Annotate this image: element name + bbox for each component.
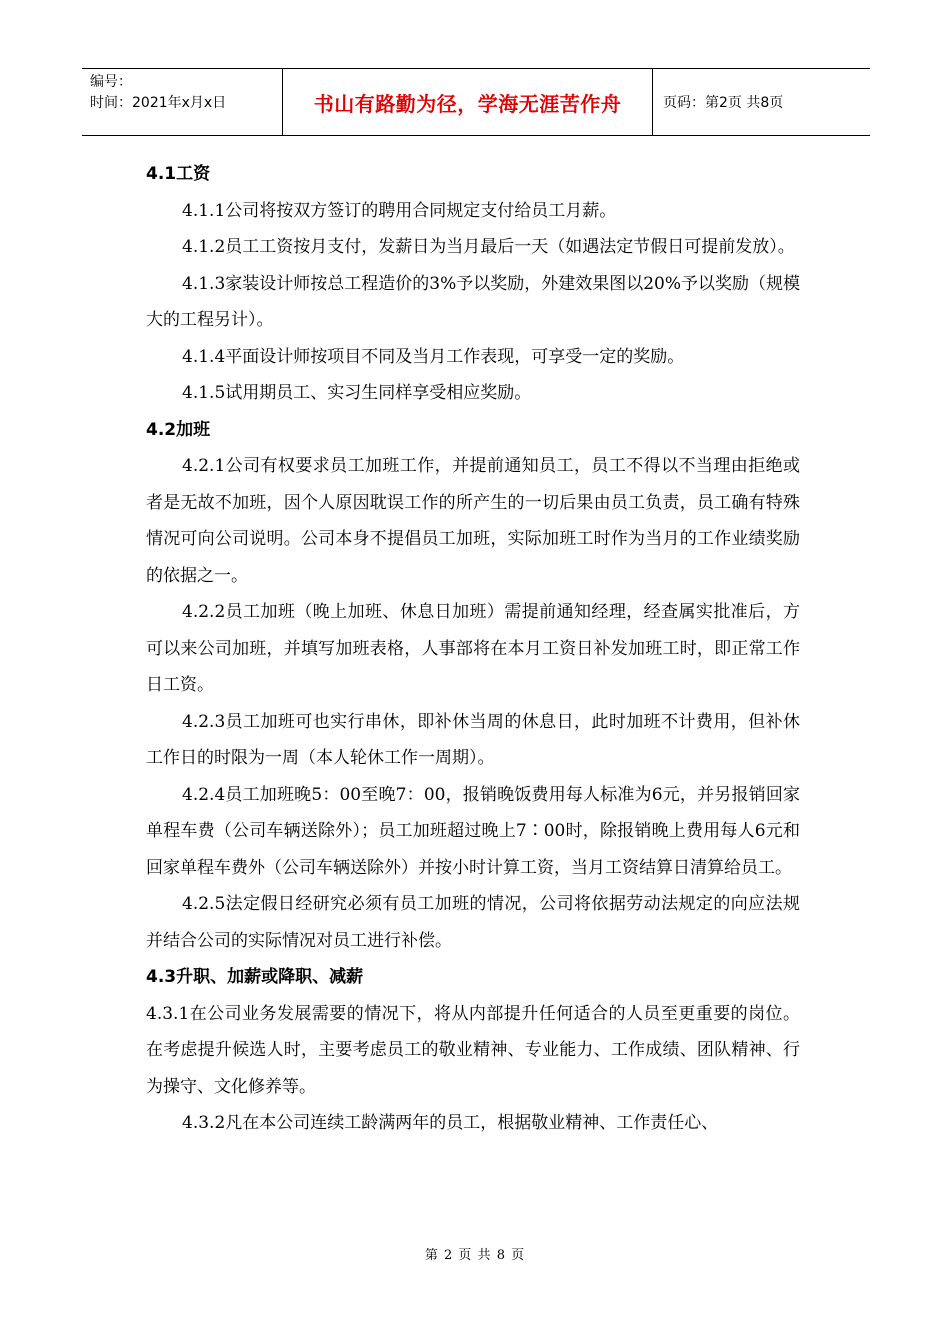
header-time-label: 时间：2021年x月x日	[90, 95, 227, 111]
paragraph: 4.1.5试用期员工、实习生同样享受相应奖励。	[182, 383, 532, 403]
paragraph: 4.1.2员工工资按月支付，发薪日为当月最后一天（如遇法定节假日可提前发放）。	[182, 237, 795, 257]
paragraph: 4.2.5法定假日经研究必须有员工加班的情况，公司将依据劳动法规定的向应法规并结合公司的实际情况对员工进行补偿。	[146, 894, 800, 951]
paragraph: 4.2.2员工加班（晚上加班、休息日加班）需提前通知经理，经查属实批准后，方可以来公司加班，并填写加班表格，人事部将在本月工资日补发加班工时，即正常工作日工资。	[146, 602, 800, 695]
paragraph: 4.1.1公司将按双方签订的聘用合同规定支付给员工月薪。	[182, 200, 617, 221]
paragraph: 4.2.1公司有权要求员工加班工作，并提前通知员工，员工不得以不当理由拒绝或者是无故不加班，因个人原因耽误工作的所产生的一切后果由员工负责，员工确有特殊情况可向公司说明。公司本身不提倡员工加班，实际加班工时作为当月的工作业绩奖励的依据之一。	[146, 456, 800, 586]
header-number-label: 编号：	[90, 74, 132, 90]
header-meta	[82, 69, 283, 135]
section-heading: 4.1工资	[146, 164, 211, 184]
section-heading: 4.3升职、加薪或降职、减薪	[146, 967, 364, 987]
page-footer: 第 2 页 共 8 页	[424, 1248, 526, 1263]
paragraph: 4.3.1在公司业务发展需要的情况下，将从内部提升任何适合的人员至更重要的岗位。在考虑提升候选人时，主要考虑员工的敬业精神、专业能力、工作成绩、团队精神、行为操守、文化修养等。	[146, 1003, 800, 1097]
header-page-info: 页码：第2页 共8页	[663, 95, 784, 111]
paragraph: 4.2.3员工加班可也实行串休，即补休当周的休息日，此时加班不计费用，但补休工作日的时限为一周（本人轮休工作一周期）。	[146, 711, 800, 768]
paragraph: 4.3.2凡在本公司连续工龄满两年的员工，根据敬业精神、工作责任心、	[182, 1113, 719, 1133]
paragraph: 4.1.3家装设计师按总工程造价的3%予以奖励，外建效果图以20%予以奖励（规模大的工程另计）。	[146, 273, 801, 330]
document-body	[146, 156, 800, 1142]
section-heading: 4.2加班	[146, 419, 211, 440]
paragraph: 4.2.4员工加班晚5：00至晚7：00，报销晚饭费用每人标准为6元，并另报销回家单程车费（公司车辆送除外）；员工加班超过晚上7∶00时，除报销晚上费用每人6元和回家单程车费外（公司车辆送除外）并按小时计算工资，当月工资结算日清算给员工。	[146, 784, 800, 878]
document-header	[82, 68, 870, 136]
header-motto: 书山有路勤为径，学海无涯苦作舟	[283, 69, 653, 135]
paragraph: 4.1.4平面设计师按项目不同及当月工作表现，可享受一定的奖励。	[182, 346, 685, 367]
